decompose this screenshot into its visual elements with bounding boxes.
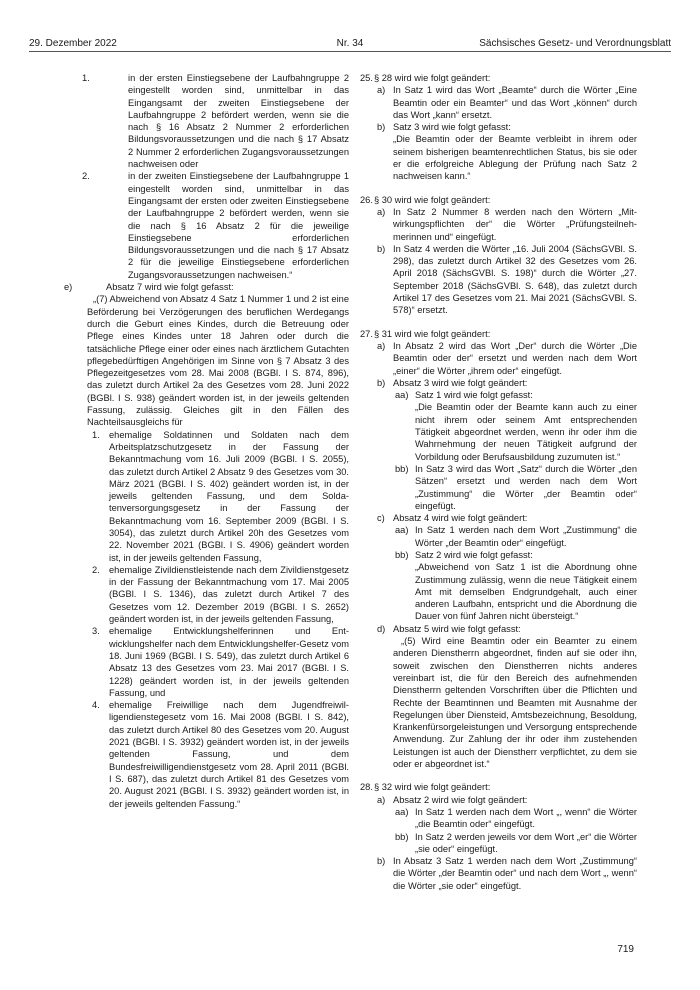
item-text: ehemalige Soldatinnen und Soldaten nach dem Arbeitsplatzschutzgesetz in der Fassung der Bekanntmachung vom 16. Juli 2009 (BGBl. I S. 2055), das zuletzt durch Artikel 2 Absatz 9 des Gesetzes vom 30. März 2021 (BGBl. I S. 402) geändert worden ist, in der jeweils geltenden Fassung, und dem Soldatenversorgungsgesetz in der Fassung der Bekanntmachung vom 16. September 2009 (BGBl. I S. 3054), das zuletzt durch Artikel 20h des Gesetzes vom 22. November 2021 (BGBl. I S. 4906) geändert worden ist, in der jeweils geltenden Fassung, bbox=[109, 429, 349, 563]
header-issue: Nr. 34 bbox=[336, 38, 364, 49]
header-date: 29. Dezember 2022 bbox=[29, 38, 117, 49]
section-item bbox=[360, 194, 637, 206]
list-item bbox=[377, 84, 637, 121]
item-label: aa) bbox=[395, 525, 409, 536]
section-item bbox=[360, 781, 637, 793]
item-number: 4. bbox=[92, 700, 100, 711]
list-item bbox=[64, 281, 349, 293]
item-number: 2. bbox=[92, 564, 100, 575]
quote-text: „Die Beamtin oder der Beamte kann auch zu einer nicht ihrem oder seinem Amt entsprechenden Tätigkeit abgeordnet werden, wenn ihr oder ihm die Wahrnehmung der neuen Tätigkeit aufgrund der Vorbildung oder Berufsausbildung zuzumuten ist.“ bbox=[415, 402, 637, 462]
item-label: a) bbox=[377, 206, 386, 217]
item-label: b) bbox=[377, 856, 386, 867]
list-item bbox=[92, 699, 349, 810]
section-text: § 31 wird wie folgt geändert: bbox=[374, 328, 491, 339]
item-text: In Satz 2 werden jeweils vor dem Wort „er“ die Wörter „sie oder“ eingefügt. bbox=[415, 831, 637, 854]
item-label: b) bbox=[377, 122, 386, 133]
quote-paragraph bbox=[415, 561, 637, 622]
quote-text: „(7) Abweichend von Absatz 4 Satz 1 Nummer 1 und 2 ist eine Beförderung bei Verzögerungen des beruflichen Werdegangs durch die Geburt eines Kindes, durch die Betreuung oder Pflege eines Kindes unter 18 Jahren oder durch die tatsächliche Pflege einer oder eines nach ärztlichem Gutachten pflegebedürftigen Angehörigen im Sinne von § 7 Absatz 3 des Pflegezeitgesetzes vom 28. Mai 2008 (BGBl. I S. 874, 896), das zuletzt durch Artikel 2a des Gesetzes vom 28. Juni 2022 (BGBl. I S. 938) geändert worden ist, in der jeweils geltenden Fassung, zulässig. Gleiches gilt in den Fällen des Nachteilsausgleichs für bbox=[87, 294, 349, 428]
list-item bbox=[395, 524, 637, 549]
quote-text: „Abweichend von Satz 1 ist die Abordnung ohne Zustimmung zulässig, wenn die neue Tätigkeit einem Amt mit demselben Endgrundgehalt, auch einer anderen Laufbahn, entspricht und die Abordnung die Dauer von fünf Jahren nicht übersteigt.“ bbox=[415, 562, 637, 622]
header-title: Sächsisches Gesetz- und Verordnungsblatt bbox=[479, 38, 671, 49]
item-text: Satz 2 wird wie folgt gefasst: bbox=[415, 549, 533, 560]
item-text: Absatz 3 wird wie folgt geändert: bbox=[393, 377, 528, 388]
item-label: c) bbox=[377, 513, 385, 524]
list-item bbox=[377, 206, 637, 243]
list-item bbox=[395, 549, 637, 561]
section-number: 26. bbox=[360, 194, 373, 205]
item-text: ehemalige Freiwillige nach dem Jugendfreiwilligendienstegesetz vom 16. Mai 2008 (BGBl. I S. 842), das zuletzt durch Artikel 80 des Gesetzes vom 20. August 2021 (BGBl. I S. 3932) geändert worden ist, in der jeweils geltenden Fassung, und dem Bundesfreiwilligendienstgesetz vom 28. April 2011 (BGBl. I S. 687), das zuletzt durch Artikel 81 des Gesetzes vom 20. August 2021 (BGBl. I S. 3932) geändert worden ist, in der jeweils geltenden Fassung.“ bbox=[109, 700, 349, 809]
section-number: 27. bbox=[360, 328, 373, 339]
item-text: Satz 1 wird wie folgt gefasst: bbox=[415, 390, 533, 401]
list-item bbox=[92, 625, 349, 699]
item-text: Absatz 4 wird wie folgt geändert: bbox=[393, 513, 528, 524]
page-number: 719 bbox=[617, 944, 634, 955]
item-text: Absatz 7 wird wie folgt gefasst: bbox=[106, 282, 234, 293]
item-text: Absatz 5 wird wie folgt gefasst: bbox=[393, 623, 521, 634]
item-text: In Satz 3 wird das Wort „Satz“ durch die Wörter „den Sätzen“ ersetzt und werden nach dem Wort „Zustimmung“ die Wörter „der Beamtin oder“ eingefügt. bbox=[415, 463, 637, 511]
item-label: b) bbox=[377, 377, 386, 388]
right-column bbox=[360, 72, 637, 892]
section-number: 25. bbox=[360, 73, 373, 83]
section-item bbox=[360, 328, 637, 340]
section-item bbox=[360, 72, 637, 84]
list-item bbox=[395, 463, 637, 512]
item-label: aa) bbox=[395, 390, 409, 401]
left-column bbox=[64, 72, 349, 810]
item-label: bb) bbox=[395, 831, 409, 842]
list-item bbox=[377, 623, 637, 635]
list-item bbox=[377, 340, 637, 377]
list-item bbox=[377, 121, 637, 133]
item-text: In Satz 1 werden nach dem Wort „, wenn“ die Wörter „die Beamtin oder“ eingefügt. bbox=[415, 806, 637, 830]
list-item bbox=[92, 564, 349, 625]
list-item bbox=[92, 429, 349, 564]
item-label: bb) bbox=[395, 549, 409, 560]
list-item bbox=[377, 512, 637, 524]
section-text: § 32 wird wie folgt geändert: bbox=[374, 782, 491, 793]
list-item bbox=[395, 806, 637, 831]
item-text: In Satz 1 werden nach dem Wort „Zustimmung“ die Wörter „der Beamtin oder“ eingefügt. bbox=[415, 525, 637, 548]
item-number: 1. bbox=[92, 429, 100, 440]
section-text: § 28 wird wie folgt geändert: bbox=[374, 73, 491, 83]
quote-paragraph bbox=[87, 293, 349, 428]
item-number: 2. bbox=[82, 171, 90, 182]
item-text: in der ersten Einstiegsebene der Laufbahngruppe 2 eingestellt worden sind, unmittelbar in das Eingangsamt der zweiten Einstiegsebene der Laufbahngruppe 2 befördert werden, wenn sie die nach § 16 Absatz 2 Nummer 2 erforderlichen Bildungsvoraussetzungen und die nach § 17 Absatz 2 Nummer 2 erforderlichen Zugangsvoraussetzungen nachweisen oder bbox=[128, 73, 349, 170]
quote-text: „Die Beamtin oder der Beamte verbleibt in ihrem oder seinem bisherigen beamtenrechtlichen Status, bis sie oder er die erfolgreiche Ablegung der Prüfung nach Satz 2 nachweisen kann.“ bbox=[393, 134, 637, 182]
list-item bbox=[377, 855, 637, 892]
item-number: 3. bbox=[92, 626, 100, 637]
list-item bbox=[377, 243, 637, 317]
item-label: e) bbox=[64, 282, 73, 293]
header-rule bbox=[29, 51, 671, 52]
item-label: bb) bbox=[395, 463, 409, 474]
list-item bbox=[377, 377, 637, 389]
item-label: a) bbox=[377, 340, 386, 351]
item-text: Absatz 2 wird wie folgt geändert: bbox=[393, 794, 528, 805]
list-item bbox=[395, 831, 637, 856]
item-text: In Satz 4 werden die Wörter „16. Juli 2004 (SächsGVBl. S. 298), das zuletzt durch Artikel 32 des Gesetzes vom 26. April 2018 (SächsGVBl. S. 198)“ durch die Wörter „27. September 2018 (SächsGVBl. S. 648), das zuletzt durch Artikel 17 des Gesetzes vom 21. Mai 2021 (SächsGVBl. S. 578)“ ersetzt. bbox=[393, 243, 637, 316]
item-text: In Absatz 3 Satz 1 werden nach dem Wort „Zustimmung“ die Wörter „der Beamtin oder“ und nach dem Wort „, wenn“ die Wörter „sie oder“ eingefügt. bbox=[393, 856, 637, 891]
item-text: In Absatz 2 wird das Wort „Der“ durch die Wörter „Die Beamtin oder der“ ersetzt und werden nach dem Wort „einer“ die Wörter „ihrem oder“ eingefügt. bbox=[393, 340, 637, 376]
list-item bbox=[82, 72, 349, 170]
item-text: In Satz 2 Nummer 8 werden nach den Wörtern „Mitwirkungspflichten der“ die Wörter „Prüfungsteilnehmerinnen und“ eingefügt. bbox=[393, 206, 637, 242]
item-text: ehemalige Zivildienstleistende nach dem Zivildienstgesetz in der Fassung der Bekanntmachung vom 17. Mai 2005 (BGBl. I S. 1346), das zuletzt durch Artikel 7 des Gesetzes vom 12. Dezember 2019 (BGBl. I S. 2652) geändert worden ist, in der jeweils geltenden Fassung, bbox=[109, 564, 349, 625]
item-text: in der zweiten Einstiegsebene der Laufbahngruppe 1 eingestellt worden sind, unmittelbar in das Eingangsamt der ersten oder zweiten Einstiegsebene der Laufbahngruppe 2 befördert werden, wenn sie die nach § 16 Absatz 2 für die jeweilige Einstiegsebene erforderlichen Bildungsvoraussetzungen und die nach § 17 Absatz 2 für die jeweilige Einstiegsebene erforderlichen Zugangsvoraussetzungen nachweisen.“ bbox=[128, 171, 349, 280]
quote-text: „(5) Wird eine Beamtin oder ein Beamter zu einem anderen Dienstherrn abgeordnet, finden auf sie oder ihn, soweit zwischen den Dienstherren nichts anderes vereinbart ist, die für den Bereich des aufnehmenden Dienstherrn geltenden Vorschriften über die Pflichten und Rechte der Beamtinnen und Beamten mit Ausnahme der Regelungen über Diensteid, Amtsbezeichnung, Besoldung, Krankenfürsorgeleistungen und Versorgung entsprechende Anwendung. Zur Zahlung der ihr oder ihm zustehenden Leistungen ist auch der Dienstherr verpflichtet, zu dem sie oder er abgeordnet ist.“ bbox=[393, 636, 637, 770]
item-label: d) bbox=[377, 623, 386, 634]
item-number: 1. bbox=[82, 73, 90, 83]
list-item bbox=[395, 389, 637, 401]
list-item bbox=[82, 170, 349, 281]
section-text: § 30 wird wie folgt geändert: bbox=[374, 194, 491, 205]
item-label: aa) bbox=[395, 806, 409, 817]
quote-paragraph bbox=[415, 401, 637, 462]
item-text: ehemalige Entwicklungshelferinnen und Entwicklungshelfer nach dem Entwicklungshelfer-Gesetz vom 18. Juni 1969 (BGBl. I S. 549), das zuletzt durch Artikel 6 Absatz 13 des Gesetzes vom 23. Mai 2017 (BGBl. I S. 1228) geändert worden ist, in der jeweils geltenden Fassung, und bbox=[109, 626, 349, 698]
quote-paragraph bbox=[393, 635, 637, 770]
quote-paragraph bbox=[393, 133, 637, 182]
item-label: b) bbox=[377, 243, 386, 254]
list-item bbox=[377, 794, 637, 806]
page-header bbox=[29, 38, 671, 52]
item-text: In Satz 1 wird das Wort „Beamte“ durch die Wörter „Eine Beamtin oder ein Beamter“ und das Wort „können“ durch das Wort „kann“ ersetzt. bbox=[393, 85, 637, 120]
item-label: a) bbox=[377, 85, 386, 96]
section-number: 28. bbox=[360, 782, 373, 793]
item-label: a) bbox=[377, 794, 386, 805]
item-text: Satz 3 wird wie folgt gefasst: bbox=[393, 122, 511, 133]
